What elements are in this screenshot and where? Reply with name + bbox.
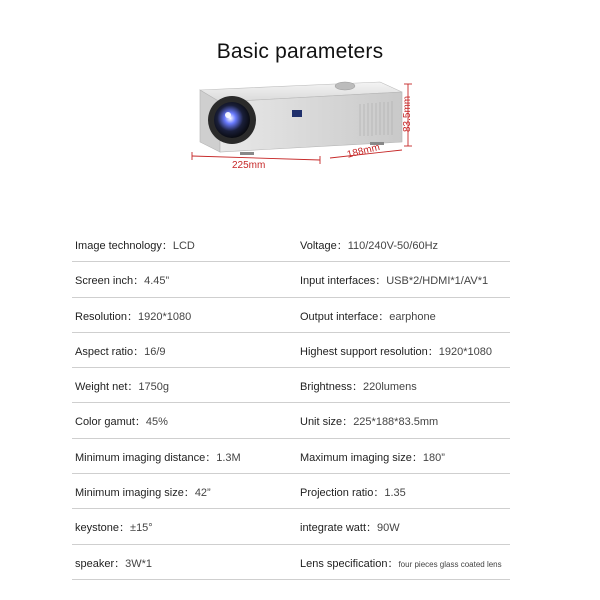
spec-cell: [75, 519, 153, 535]
spec-label: Input interfaces：: [300, 275, 387, 288]
spec-row: [72, 298, 510, 333]
spec-label: Resolution：: [75, 310, 138, 323]
spec-cell: [300, 378, 417, 394]
spec-value: 1920*1080: [137, 310, 192, 323]
spec-row: [72, 368, 510, 403]
spec-value: four pieces glass coated lens: [398, 559, 502, 569]
spec-row: [72, 509, 510, 544]
spec-value: 180”: [422, 451, 445, 464]
spec-row: [72, 227, 510, 262]
spec-value: 220lumens: [362, 381, 417, 394]
spec-label: Output interface：: [300, 310, 390, 323]
spec-label: Lens specification：: [300, 557, 399, 570]
spec-cell: [75, 449, 241, 465]
spec-label: Screen inch：: [75, 275, 145, 288]
spec-cell: [300, 272, 488, 288]
spec-cell: [300, 555, 502, 571]
spec-label: Projection ratio：: [300, 487, 385, 500]
spec-value: 45%: [145, 416, 168, 429]
spec-label: Unit size：: [300, 416, 354, 429]
spec-label: Brightness：: [300, 381, 363, 394]
spec-row: [72, 474, 510, 509]
spec-cell: [75, 343, 166, 359]
spec-value: 4.45”: [144, 275, 170, 288]
spec-value: 1750g: [138, 381, 169, 394]
spec-cell: [300, 519, 400, 535]
spec-cell: [75, 308, 191, 324]
spec-label: Minimum imaging size：: [75, 487, 195, 500]
spec-value: 225*188*83.5mm: [353, 416, 439, 429]
spec-row: [72, 333, 510, 368]
spec-cell: [75, 378, 169, 394]
spec-value: 42”: [194, 487, 211, 500]
spec-cell: [75, 237, 195, 253]
spec-cell: [300, 237, 438, 253]
spec-row: [72, 262, 510, 297]
spec-table: [72, 227, 510, 580]
projector-image: [180, 70, 420, 180]
page-title: Basic parameters: [216, 40, 384, 63]
spec-value: 1920*1080: [438, 345, 493, 358]
spec-label: Aspect ratio：: [75, 345, 145, 358]
spec-label: integrate watt：: [300, 522, 378, 535]
spec-value: 16/9: [144, 345, 166, 358]
spec-cell: [300, 343, 492, 359]
height-dimension-label: 83.5mm: [402, 95, 413, 132]
depth-dimension-label: 188mm: [346, 141, 382, 161]
spec-value: ±15°: [130, 522, 153, 535]
spec-value: earphone: [389, 310, 436, 323]
spec-cell: [75, 484, 211, 500]
spec-value: USB*2/HDMI*1/AV*1: [386, 275, 489, 288]
spec-cell: [75, 555, 152, 571]
spec-label: keystone：: [75, 522, 131, 535]
spec-value: 1.35: [384, 487, 406, 500]
spec-cell: [300, 413, 438, 429]
spec-label: speaker：: [75, 557, 126, 570]
spec-row: [72, 403, 510, 438]
projector-illustration: [180, 70, 420, 180]
spec-row: [72, 545, 510, 580]
width-dimension-label: 225mm: [232, 160, 266, 171]
spec-label: Voltage：: [300, 240, 348, 252]
spec-value: 3W*1: [125, 557, 153, 570]
spec-value: 110/240V-50/60Hz: [347, 240, 439, 252]
spec-cell: [75, 272, 169, 288]
spec-label: Image technology：: [75, 240, 173, 252]
spec-label: Weight net：: [75, 381, 139, 394]
spec-value: LCD: [172, 240, 195, 252]
spec-row: [72, 439, 510, 474]
spec-cell: [300, 308, 436, 324]
spec-label: Color gamut：: [75, 416, 146, 429]
spec-value: 90W: [377, 522, 400, 535]
spec-label: Maximum imaging size：: [300, 451, 423, 464]
spec-cell: [300, 449, 445, 465]
spec-label: Highest support resolution：: [300, 345, 439, 358]
spec-cell: [300, 484, 406, 500]
spec-value: 1.3M: [216, 451, 241, 464]
spec-label: Minimum imaging distance：: [75, 451, 217, 464]
spec-cell: [75, 413, 168, 429]
